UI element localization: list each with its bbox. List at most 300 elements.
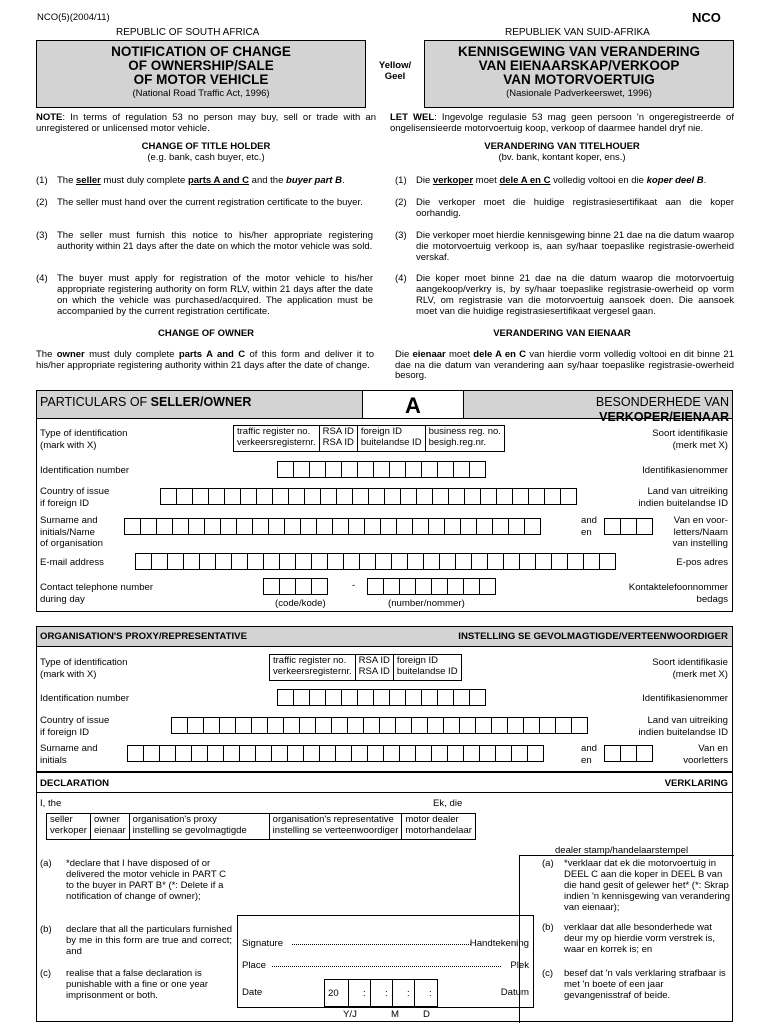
input-cell[interactable] [348,518,365,535]
input-cell[interactable] [151,553,168,570]
role-representative[interactable] [270,814,403,839]
input-cell[interactable] [636,745,653,762]
decl-c-en [40,969,232,1002]
input-cell[interactable] [176,488,193,505]
input-cell[interactable] [384,488,401,505]
input-cell[interactable] [471,553,488,570]
input-cell[interactable] [192,488,209,505]
input-cell[interactable] [512,488,529,505]
title-box-en [36,40,366,108]
input-cell[interactable] [160,488,177,505]
input-cell[interactable] [293,461,310,478]
input-cell[interactable] [459,717,476,734]
input-cell[interactable] [187,717,204,734]
sub1-en-note: (e.g. bank, cash buyer, etc.) [147,152,265,164]
input-cell[interactable] [519,553,536,570]
input-cell[interactable] [199,553,216,570]
declaration-section [36,772,733,1022]
title-af-1: KENNISGEWING VAN VERANDERING [457,44,701,59]
a-initials-cells[interactable] [604,518,652,535]
input-cell[interactable] [223,745,240,762]
input-cell[interactable] [583,553,600,570]
list-text: . [703,175,707,186]
input-cell[interactable] [325,461,342,478]
input-cell[interactable] [416,488,433,505]
input-cell[interactable] [127,745,144,762]
date-day[interactable] [415,980,437,1006]
input-cell[interactable] [235,717,252,734]
input-cell[interactable] [528,488,545,505]
input-cell[interactable] [236,518,253,535]
list-text: The seller must furnish this notice to his/her appropriate registering authority within 21 days after the date on which the motor vehicle was sold. [57,230,373,252]
input-cell[interactable] [325,689,342,706]
input-cell[interactable] [539,717,556,734]
input-cell[interactable] [447,745,464,762]
input-cell[interactable] [405,461,422,478]
p-type-options [269,654,462,681]
input-cell[interactable] [315,717,332,734]
place-label-af: Plek [510,960,529,971]
input-cell[interactable] [620,745,637,762]
input-cell[interactable] [535,553,552,570]
decl-text: *verklaar dat ek die motorvoertuig in DEEL C aan die koper in DEEL B van die hand gesit of gelewer het* (*: Skrap indien 'n kennisgewing van verandering van eienaar); [564,858,731,913]
input-cell[interactable] [183,553,200,570]
p-type-label [40,657,127,680]
a-opt-traffic[interactable] [234,426,320,451]
note-en [36,112,376,135]
input-cell[interactable] [284,518,301,535]
date-m: M [391,1009,399,1020]
input-cell[interactable] [335,745,352,762]
note-af-label: LET WEL [390,112,435,123]
input-cell[interactable] [343,553,360,570]
input-cell[interactable] [415,745,432,762]
input-cell[interactable] [375,553,392,570]
input-cell[interactable] [359,553,376,570]
input-cell[interactable] [415,578,432,595]
p-country-af-2: indien buitelandse ID [638,726,728,738]
list-num: (1) [36,175,48,186]
a-and-text: and [581,515,598,526]
input-cell[interactable] [604,745,621,762]
input-cell[interactable] [495,745,512,762]
input-cell[interactable] [437,689,454,706]
opt-l1: foreign ID [396,655,439,666]
input-cell[interactable] [295,553,312,570]
opt-l2: eienaar [93,824,126,836]
p-surname-af-2: voorletters [683,754,728,766]
role-seller[interactable] [47,814,91,839]
input-cell[interactable] [351,745,368,762]
p-type-l1: Type of identification [40,657,128,668]
input-cell[interactable] [555,717,572,734]
input-cell[interactable] [220,518,237,535]
input-cell[interactable] [352,488,369,505]
a-opt-business[interactable] [426,426,504,451]
a-idnum-label-af: Identifikasienommer [642,465,728,476]
input-cell[interactable] [432,488,449,505]
input-cell[interactable] [427,717,444,734]
input-cell[interactable] [395,717,412,734]
input-cell[interactable] [400,488,417,505]
input-cell[interactable] [373,461,390,478]
input-cell[interactable] [336,488,353,505]
title-af-3: VAN MOTORVOERTUIG [503,72,655,88]
list-text: Die koper moet binne 21 dae na die datum waarop die motorvoertuig aangekoop/verkry is, by sy/haar toepaslike registrasie-owerheid op vorm RLV, om registrasie van die motorvoertuig aansoek doen. Die aansoek moet van die huidige registrasiesertifikaat vergesel gaan. [416,273,734,317]
input-cell[interactable] [293,689,310,706]
decl-ek-die: Ek, die [433,798,463,809]
p-surname-label-af [683,743,728,766]
input-cell[interactable] [320,488,337,505]
input-cell[interactable] [215,553,232,570]
role-proxy[interactable] [130,814,270,839]
p-initials-cells[interactable] [604,745,652,762]
input-cell[interactable] [156,518,173,535]
input-cell[interactable] [143,745,160,762]
place-line[interactable] [272,966,501,967]
input-cell[interactable] [636,518,653,535]
input-cell[interactable] [428,518,445,535]
sig-line[interactable] [292,944,471,945]
input-cell[interactable] [453,689,470,706]
input-cell[interactable] [367,578,384,595]
a-surname-cells[interactable] [124,518,540,535]
opt-l2: verkeersregisternr. [273,665,352,677]
input-cell[interactable] [599,553,616,570]
decl-text: *declare that I have disposed of or delivered the motor vehicle in PART C to the buyer in PART B* (*: Delete if a notification of change of owner); [66,858,226,902]
section-a-title-en [37,391,363,419]
input-cell[interactable] [159,745,176,762]
p-opt-rsa[interactable] [356,655,394,680]
input-cell[interactable] [492,518,509,535]
date-sep: : [429,988,432,999]
p-opt-foreign[interactable] [394,655,461,680]
input-cell[interactable] [140,518,157,535]
opt-l2: buitelandse ID [360,436,422,448]
decl-letter: (a) [542,858,554,869]
owner-en [36,350,374,371]
input-cell[interactable] [251,717,268,734]
list-en-2 [36,198,373,209]
input-cell[interactable] [480,488,497,505]
input-cell[interactable] [389,689,406,706]
input-cell[interactable] [311,553,328,570]
decl-text: declare that all the particulars furnished by me in this form are true and correct; and [66,924,232,957]
input-cell[interactable] [604,518,621,535]
input-cell[interactable] [405,689,422,706]
input-cell[interactable] [447,578,464,595]
p-idnum-cells[interactable] [277,689,485,706]
a-opt-foreign[interactable] [358,426,426,451]
input-cell[interactable] [391,553,408,570]
input-cell[interactable] [309,461,326,478]
decl-title-bar [37,773,732,793]
input-cell[interactable] [448,488,465,505]
input-cell[interactable] [331,717,348,734]
input-cell[interactable] [463,745,480,762]
input-cell[interactable] [263,553,280,570]
input-cell[interactable] [567,553,584,570]
input-cell[interactable] [383,745,400,762]
p-and-text: and [581,743,598,754]
input-cell[interactable] [167,553,184,570]
input-cell[interactable] [277,689,294,706]
input-cell[interactable] [309,689,326,706]
a-surname-l3: of organisation [40,538,103,549]
dealer-stamp-label: dealer stamp/handelaarstempel [555,845,689,856]
input-cell[interactable] [267,717,284,734]
input-cell[interactable] [311,578,328,595]
proxy-title-bar [37,627,732,647]
input-cell[interactable] [256,488,273,505]
input-cell[interactable] [469,461,486,478]
input-cell[interactable] [219,717,236,734]
input-cell[interactable] [277,461,294,478]
p-type-af-2: (merk met X) [672,668,728,680]
input-cell[interactable] [283,717,300,734]
input-cell[interactable] [460,518,477,535]
input-cell[interactable] [357,461,374,478]
list-num: (4) [36,273,48,284]
input-cell[interactable] [431,578,448,595]
owner-bold: owner [56,349,85,360]
input-cell[interactable] [487,553,504,570]
list-af-1 [395,176,734,187]
list-en-1 [36,176,373,187]
input-cell[interactable] [507,717,524,734]
input-cell[interactable] [475,717,492,734]
a-email-cells[interactable] [135,553,615,570]
proxy-title-en: ORGANISATION'S PROXY/REPRESENTATIVE [40,631,247,642]
a-type-label-2: (mark with X) [40,439,97,451]
input-cell[interactable] [135,553,152,570]
input-cell[interactable] [347,717,364,734]
input-cell[interactable] [373,689,390,706]
input-cell[interactable] [439,553,456,570]
a-country-label [40,486,109,509]
input-cell[interactable] [364,518,381,535]
a-type-label-af [652,428,728,451]
input-cell[interactable] [341,689,358,706]
date-cells[interactable] [324,979,438,1007]
input-cell[interactable] [571,717,588,734]
input-cell[interactable] [560,488,577,505]
input-cell[interactable] [444,518,461,535]
p-surname-l1: Surname and [40,743,98,754]
input-cell[interactable] [224,488,241,505]
date-month-2[interactable] [393,980,415,1006]
input-cell[interactable] [511,745,528,762]
input-cell[interactable] [231,553,248,570]
input-cell[interactable] [279,578,296,595]
form-code: NCO(5)(2004/11) [37,12,110,23]
input-cell[interactable] [287,745,304,762]
date-sep: : [407,988,410,999]
decl-letter: (c) [542,968,554,979]
opt-l2: motorhandelaar [405,824,472,836]
a-type-label-1: Type of identification [40,428,128,439]
input-cell[interactable] [423,553,440,570]
input-cell[interactable] [332,518,349,535]
proxy-title-af: INSTELLING SE GEVOLMAGTIGDE/VERTEENWOORDIGER [458,631,728,642]
input-cell[interactable] [491,717,508,734]
input-cell[interactable] [299,717,316,734]
proxy-section [36,626,733,772]
form-id: NCO [692,10,721,25]
input-cell[interactable] [437,461,454,478]
opt-l1: foreign ID [360,426,403,437]
input-cell[interactable] [204,518,221,535]
list-bold: buyer part B [286,175,342,186]
input-cell[interactable] [316,518,333,535]
input-cell[interactable] [411,717,428,734]
opt-l2: buitelandse ID [396,665,458,677]
list-text: must duly complete [100,175,188,186]
input-cell[interactable] [124,518,141,535]
input-cell[interactable] [453,461,470,478]
input-cell[interactable] [172,518,189,535]
a-country-l2: if foreign ID [40,497,90,509]
decl-b-af [542,923,732,956]
input-cell[interactable] [479,745,496,762]
input-cell[interactable] [421,461,438,478]
list-num: (2) [395,197,407,208]
input-cell[interactable] [463,578,480,595]
input-cell[interactable] [407,553,424,570]
input-cell[interactable] [399,578,416,595]
input-cell[interactable] [455,553,472,570]
sub2-af: VERANDERING VAN EIENAAR [493,328,631,339]
owner-bold: dele A en C [473,349,527,360]
a-tel-code-cells[interactable] [263,578,327,595]
input-cell[interactable] [476,518,493,535]
section-a-title-en-text: PARTICULARS OF [40,395,151,409]
input-cell[interactable] [389,461,406,478]
opt-l1: seller [50,814,73,825]
input-cell[interactable] [431,745,448,762]
role-owner[interactable] [91,814,130,839]
a-tel-dash: - [352,580,356,591]
input-cell[interactable] [319,745,336,762]
note-en-text: : In terms of regulation 53 no person may buy, sell or trade with an unregistered or unlicensed motor vehicle. [36,112,376,135]
input-cell[interactable] [263,578,280,595]
input-cell[interactable] [203,717,220,734]
p-country-l2: if foreign ID [40,726,90,738]
date-label-af: Datum [500,987,529,998]
p-opt-traffic[interactable] [270,655,356,680]
input-cell[interactable] [171,717,188,734]
a-idnum-cells[interactable] [277,461,485,478]
note-af-text: : Ingevolge regulasie 53 mag geen persoon 'n ongeregistreerde of ongelisensieerde motorvoertuig koop, verkoop of daarmee handel dryf nie. [390,112,734,135]
p-country-cells[interactable] [171,717,587,734]
input-cell[interactable] [524,518,541,535]
input-cell[interactable] [255,745,272,762]
act-af: (Nasionale Padverkeerswet, 1996) [506,88,652,100]
input-cell[interactable] [399,745,416,762]
input-cell[interactable] [240,488,257,505]
a-tel-num-cells[interactable] [367,578,495,595]
list-af-3 [395,231,734,264]
sub1-en-title: CHANGE OF TITLE HOLDER [141,141,271,152]
input-cell[interactable] [207,745,224,762]
input-cell[interactable] [288,488,305,505]
input-cell[interactable] [469,689,486,706]
input-cell[interactable] [508,518,525,535]
input-cell[interactable] [268,518,285,535]
input-cell[interactable] [551,553,568,570]
input-cell[interactable] [239,745,256,762]
input-cell[interactable] [544,488,561,505]
input-cell[interactable] [279,553,296,570]
sub1-af-title: VERANDERING VAN TITELHOUER [484,141,640,152]
input-cell[interactable] [191,745,208,762]
input-cell[interactable] [327,553,344,570]
input-cell[interactable] [620,518,637,535]
sub1-af-note: (bv. bank, kontant koper, ens.) [498,152,626,164]
decl-letter: (a) [40,858,52,869]
input-cell[interactable] [368,488,385,505]
input-cell[interactable] [527,745,544,762]
input-cell[interactable] [247,553,264,570]
input-cell[interactable] [357,689,374,706]
opt-l1: organisation's proxy [132,814,217,825]
list-text: volledig voltooi en die [550,175,647,186]
input-cell[interactable] [188,518,205,535]
owner-text: must duly complete [84,349,179,360]
note-en-label: NOTE [36,112,63,123]
input-cell[interactable] [396,518,413,535]
input-cell[interactable] [523,717,540,734]
input-cell[interactable] [367,745,384,762]
input-cell[interactable] [300,518,317,535]
input-cell[interactable] [464,488,481,505]
list-bold: seller [76,175,101,186]
p-surname-cells[interactable] [127,745,543,762]
input-cell[interactable] [379,717,396,734]
input-cell[interactable] [295,578,312,595]
sig-label-af: Handtekening [469,938,529,949]
input-cell[interactable] [412,518,429,535]
opt-l2: RSA ID [358,665,390,677]
input-cell[interactable] [303,745,320,762]
input-cell[interactable] [380,518,397,535]
title-af-2: VAN EIENAARSKAP/VERKOOP [478,58,680,74]
input-cell[interactable] [496,488,513,505]
input-cell[interactable] [175,745,192,762]
a-country-cells[interactable] [160,488,576,505]
input-cell[interactable] [443,717,460,734]
input-cell[interactable] [208,488,225,505]
input-cell[interactable] [271,745,288,762]
input-cell[interactable] [341,461,358,478]
input-cell[interactable] [363,717,380,734]
input-cell[interactable] [503,553,520,570]
list-num: (3) [36,230,48,241]
a-opt-rsa[interactable] [320,426,358,451]
input-cell[interactable] [479,578,496,595]
input-cell[interactable] [383,578,400,595]
list-text: The [57,175,77,186]
a-type-label-af-1: Soort identifikasie [652,428,728,439]
input-cell[interactable] [272,488,289,505]
input-cell[interactable] [421,689,438,706]
input-cell[interactable] [304,488,321,505]
date-year[interactable] [349,980,371,1006]
a-tel-l1: Contact telephone number [40,582,154,593]
role-dealer[interactable] [402,814,475,839]
date-month-1[interactable] [371,980,393,1006]
input-cell[interactable] [252,518,269,535]
